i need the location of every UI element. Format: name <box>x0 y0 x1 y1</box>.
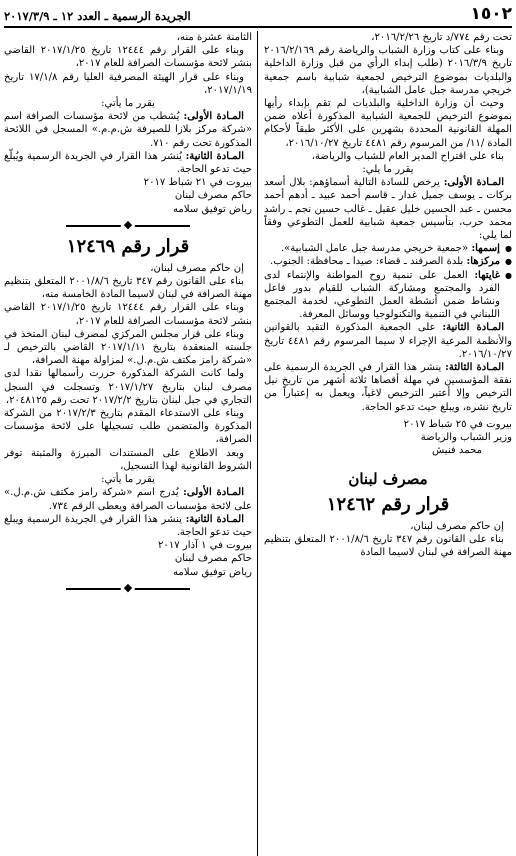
item-text: «جمعية خريجي مدرسة جبل عامل الشبابية». <box>280 243 472 255</box>
paragraph: وبعد الاطلاع على المستندات المبرزة والمثبتة توفر الشروط القانونية لهذا التسجيل، <box>4 447 252 472</box>
signature-place-date: بيروت في ٢١ شباط ٢٠١٧ <box>143 177 252 189</box>
article-1 <box>4 110 252 150</box>
article-label: المـادة الأولى: <box>183 111 244 123</box>
decides-heading: يقرر ما يأتي: <box>101 474 155 486</box>
item-label: إسمها: <box>471 243 500 255</box>
decision-number: ١٢٤٦٢ <box>326 493 376 515</box>
article-1 <box>4 486 252 512</box>
decision-label: قرار رقم <box>115 235 190 257</box>
signature-place-date: بيروت في ٢٥ شباط ٢٠١٧ <box>403 418 512 430</box>
article-label: المـادة الثانية: <box>185 150 244 162</box>
item-label: غايتها: <box>474 269 500 281</box>
signature-name: محمد فنيش <box>431 445 482 457</box>
left-column <box>4 31 252 856</box>
paragraph: ولما كانت الشركة المذكورة حررت رأسمالها نقدا لدى مصرف لبنان بتاريخ ٢٠١٧/١/٢٧ وتسجلت في السجل التجاري في جبل لبنان بتاريخ ٢٠١٧/٢/٢ تحت رقم ٢٠٤٨١٢٥، <box>4 368 252 406</box>
paragraph: بناء على اقتراح المدير العام للشباب والرياضة، <box>311 150 504 162</box>
columns <box>4 31 512 856</box>
signature-block <box>4 539 252 579</box>
article-text: ينشر هذا القرار في الجريدة الرسمية على نفقة المؤسسين في مهلة أقصاها ثلاثة أشهر من تاريخ نيل الترخيص وإلا أعتبر الترخيص لاغياً، ويعمل به إعتباراً من تاريخ نشره، ويبلغ حيث تدعو الحاجة. <box>264 362 512 413</box>
page-number: ١٥٠٢ <box>470 4 512 24</box>
article-label: المـادة الثالثة: <box>445 362 505 374</box>
article-text: على الجمعية المذكورة التقيد بالقوانين والأنظمة المرعية الإجراء لا سيما المرسوم رقم ٤٤٨١ تاريخ ٢٠١٦/١٠/٢٧. <box>264 322 512 360</box>
separator-ornament <box>4 584 252 594</box>
paragraph: وبناء على كتاب وزارة الشباب والرياضة رقم ٢٠١٦/٢/١٦٩ تاريخ ٢٠١٦/٣/٩ (طلب إبداء الرأي من قبل وزارة الداخلية والبلديات بموضوع الترخيص لجمعية شبابية باسم جمعية خريجي مدرسة جبل عامل الشبابية)، <box>264 45 512 96</box>
paragraph: وبناء على قرار الهيئة المصرفية العليا رقم ١٧/١/٨ تاريخ ٢٠١٧/١/١٩، <box>4 71 252 96</box>
paragraph: بناء على القانون رقم ٣٤٧ تاريخ ٢٠٠١/٨/٦ المتعلق بتنظيم مهنة الصرافة في لبنان لاسيما المادة الخامسة منه، <box>4 276 252 301</box>
signature-role: حاكم مصرف لبنان <box>174 190 252 202</box>
paragraph: تحت رقم ٧٧٤/د تاريخ ٢٠١٦/٢/٢٦، <box>371 32 512 43</box>
list-item <box>264 242 512 255</box>
list-item <box>264 269 512 322</box>
signature-block <box>4 176 252 216</box>
article-2 <box>4 150 252 176</box>
article-label: المـادة الأولى: <box>183 487 244 499</box>
item-text: العمل على تنمية روح المواطنة والإنتماء لدى الفرد والمجتمع ومشاركة الشباب للقيام بدور فاعل ونشاط ضمن أنشطة العمل التطوعي، لخدمة المجتمع اللبناني في التنمية والتكنولوجيا ووسائل المعرفة. <box>264 269 500 321</box>
article-text: ينشر هذا القرار في الجريدة الرسمية ويبلغ حيث تدعو الحاجة. <box>4 513 252 538</box>
paragraph: الثامنة عشرة منه، <box>176 32 252 43</box>
article-label: المـادة الثانية: <box>185 513 244 525</box>
decision-title <box>264 492 512 518</box>
signature-role: وزير الشباب والرياضة <box>420 432 512 444</box>
article-2 <box>264 321 512 361</box>
decision-number: ١٢٤٦٩ <box>66 235 116 257</box>
article-text: يُدرج اسم «شركة رامز مكتف ش.م.ل.» على لائحة مؤسسات الصرافة ويعطى الرقم ٧٣٤. <box>4 487 252 512</box>
article-label: المـادة الثانية: <box>442 322 504 334</box>
paragraph: إن حاكم مصرف لبنان، <box>410 520 504 532</box>
article-label: المـادة الأولى: <box>443 177 504 189</box>
article-1 <box>264 176 512 242</box>
signature-place-date: بيروت في ١ آذار ٢٠١٧ <box>158 540 252 552</box>
article-text: يُنشر هذا القرار في الجريدة الرسمية ويُبلّغ حيث تدعو الحاجة. <box>4 150 252 176</box>
decision-label: قرار رقم <box>375 493 450 515</box>
article-2 <box>4 513 252 539</box>
signature-name: رياض توفيق سلامه <box>173 203 252 215</box>
right-column <box>264 31 512 856</box>
article-text: يُشطب من لائحة مؤسسات الصرافة اسم «شركة مركز بلازا للصيرفة ش.م.م.» المسجل في اللائحة المذكورة تحت رقم ٧١٠. <box>4 111 252 149</box>
paragraph: وبناء على القرار رقم ١٢٤٤٤ تاريخ ٢٠١٧/١/٢٥ القاضي بنشر لائحة مؤسسات الصرافة للعام ٢٠١٧، <box>4 45 252 70</box>
paragraph: وبناء على القرار رقم ١٢٤٤٤ تاريخ ٢٠١٧/١/٢٥ القاضي بنشر لائحة مؤسسات الصرافة للعام ٢٠١٧، <box>4 302 252 327</box>
paragraph: وحيث أن وزارة الداخلية والبلديات لم تقم بإبداء رأيها بموضوع الترخيص للجمعية الشبابية المذكورة أعلاه ضمن المهلة القانونية المحددة بشهرين على الأكثر طبقاً لأحكام المادة /١١/ من المرسوم رقم ٤٤٨١ تاريخ ٢٠١٦/١٠/٢٧، <box>264 98 512 149</box>
decision-title <box>4 234 252 260</box>
running-title: الجريدة الرسمية ـ العدد ١٢ ـ ٢٠١٧/٣/٩ <box>4 9 191 23</box>
paragraph: إن حاكم مصرف لبنان، <box>150 262 244 274</box>
paragraph: بناء على القانون رقم ٣٤٧ تاريخ ٢٠٠١/٨/٦ المتعلق بتنظيم مهنة الصرافة في لبنان لاسيما المادة <box>264 533 512 558</box>
article-3 <box>264 361 512 414</box>
section-heading: مصرف لبنان <box>348 469 428 488</box>
article-text: يرخص للسادة التالية أسماؤهم: بلال أسعد بركات ـ يوسف جميل غدار ـ قاسم أحمد عبيد ـ أدهم أحمد محسن ـ عبد الحسين خليل عقيل ـ غالب حسين نجم ـ راشد محمد حرب، بتأسيس جمعية شبابية للعمل التطوعي وفقاً لما يلي: <box>264 177 512 242</box>
page-header <box>4 0 512 28</box>
separator-ornament <box>4 221 252 231</box>
signature-name: رياض توفيق سلامه <box>173 566 252 578</box>
item-label: مركزها: <box>466 256 500 268</box>
decides-heading: يقرر ما يلي: <box>362 164 414 176</box>
signature-block <box>264 418 512 458</box>
paragraph: وبناء على قرار مجلس المركزي لمصرف لبنان المتخذ في جلسته المنعقدة بتاريخ ٢٠١٧/١/١١ القاضي بالترخيص لـ «شركة رامز مكتف ش.م.ل.» لمزاولة مهنة الصرافة، <box>4 328 252 367</box>
signature-role: حاكم مصرف لبنان <box>174 553 252 565</box>
decides-heading: يقرر ما يأتي: <box>101 98 155 110</box>
list-item <box>264 255 512 268</box>
item-text: بلدة الصرفند ـ قضاء: صيدا ـ محافظة: الجنوب. <box>270 256 467 268</box>
paragraph: وبناء على الاستدعاء المقدم بتاريخ ٢٠١٧/٢/٣ من الشركة المذكورة والمتضمن طلب تسجيلها على لائحة مؤسسات الصرافة، <box>4 408 252 446</box>
